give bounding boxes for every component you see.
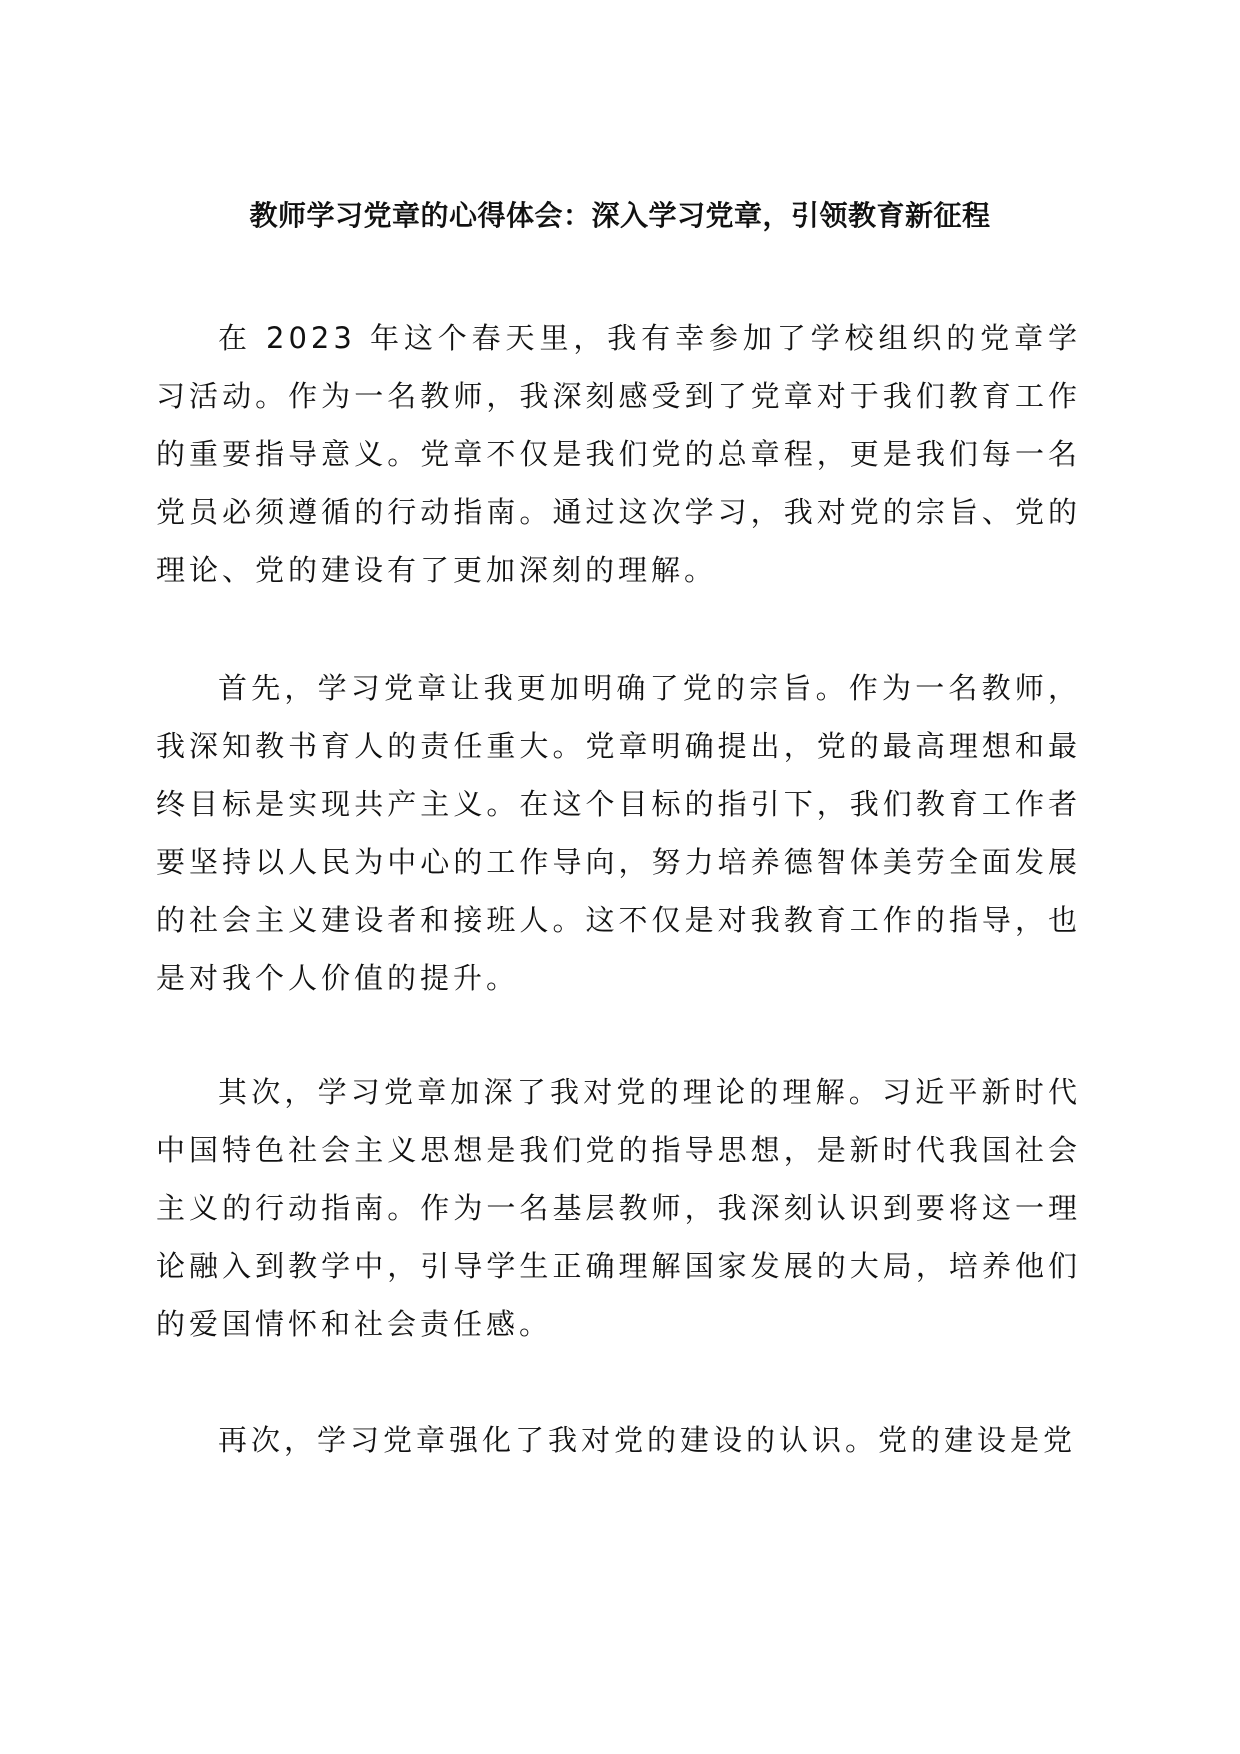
document-title: 教师学习党章的心得体会：深入学习党章，引领教育新征程 bbox=[249, 199, 991, 232]
paragraph-1: 在 2023 年这个春天里，我有幸参加了学校组织的党章学习活动。作为一名教师，我深刻感受到了党章对于我们教育工作的重要指导意义。党章不仅是我们党的总章程，更是我们每一名党员必须遵循的行动指南。通过这次学习，我对党的宗旨、党的理论、党的建设有了更加深刻的理解。 bbox=[156, 321, 1081, 587]
paragraph-3: 其次，学习党章加深了我对党的理论的理解。习近平新时代中国特色社会主义思想是我们党的指导思想，是新时代我国社会主义的行动指南。作为一名基层教师，我深刻认识到要将这一理论融入到教学中，引导学生正确理解国家发展的大局，培养他们的爱国情怀和社会责任感。 bbox=[156, 1075, 1081, 1341]
paragraph-2: 首先，学习党章让我更加明确了党的宗旨。作为一名教师，我深知教书育人的责任重大。党章明确提出，党的最高理想和最终目标是实现共产主义。在这个目标的指引下，我们教育工作者要坚持以人民为中心的工作导向，努力培养德智体美劳全面发展的社会主义建设者和接班人。这不仅是对我教育工作的指导，也是对我个人价值的提升。 bbox=[156, 671, 1081, 995]
paragraph-4: 再次，学习党章强化了我对党的建设的认识。党的建设是党 bbox=[218, 1423, 1077, 1457]
